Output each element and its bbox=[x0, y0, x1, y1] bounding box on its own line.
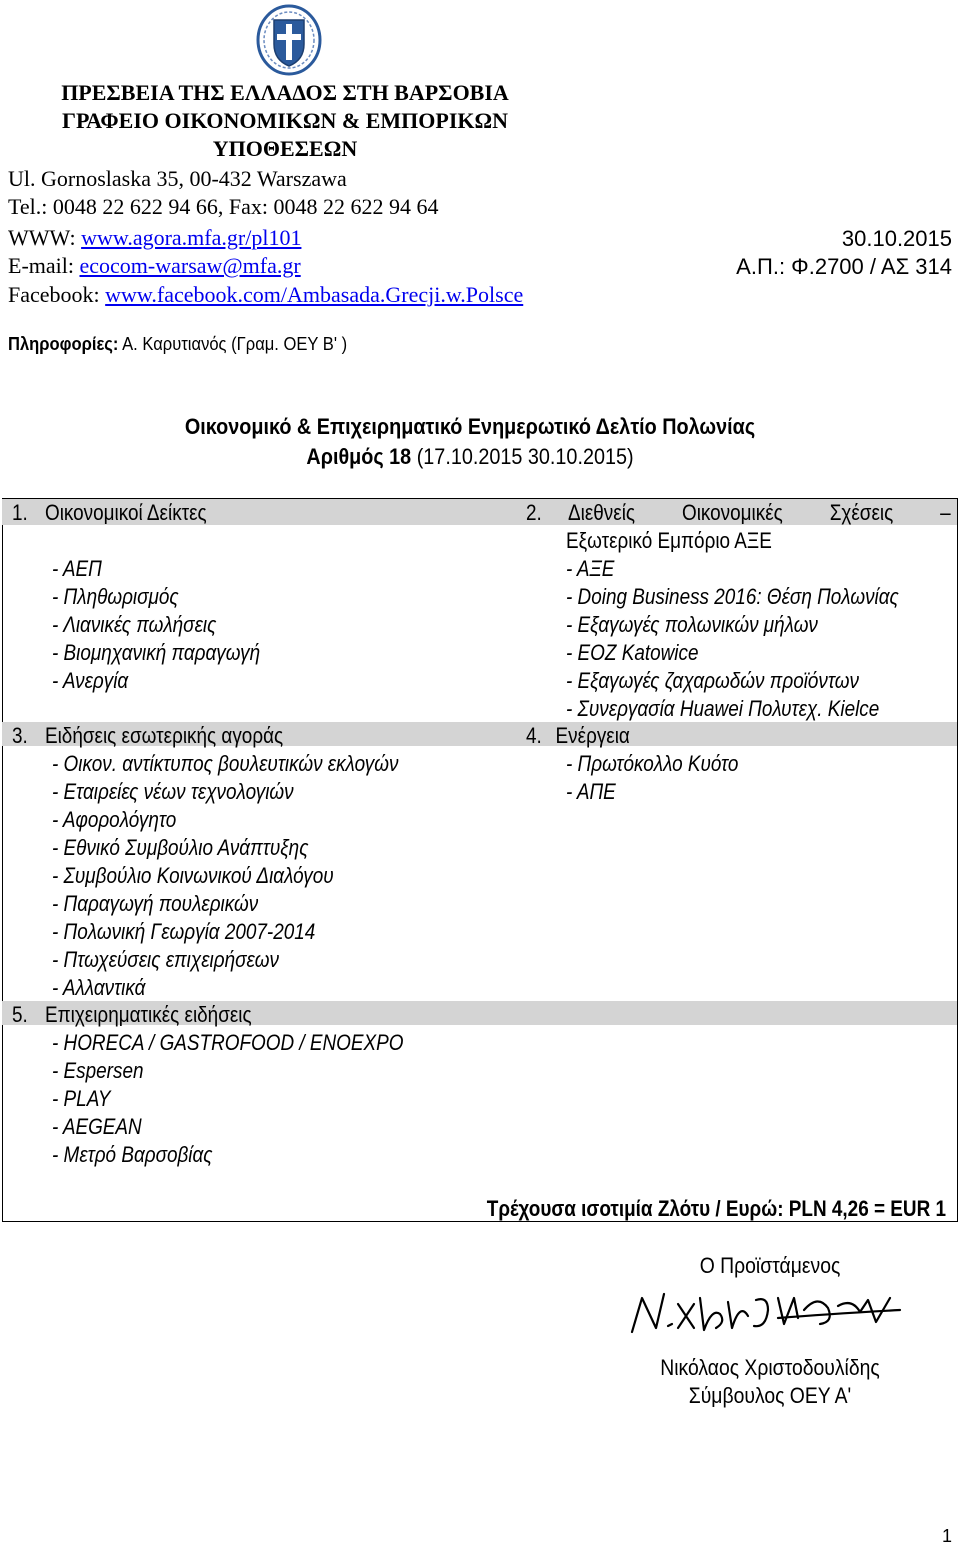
list-item: - ΑΠΕ bbox=[566, 779, 616, 804]
exchange-rate: Τρέχουσα ισοτιμία Ζλότυ / Ευρώ: PLN 4,26 = EUR 1 bbox=[486, 1196, 946, 1221]
section-3-heading bbox=[12, 723, 283, 749]
list-item: - Espersen bbox=[52, 1058, 144, 1083]
section-4-number: 4. bbox=[526, 723, 542, 748]
list-item: - ΕΟΖ Katowice bbox=[566, 640, 699, 665]
phone-fax: Tel.: 0048 22 622 94 66, Fax: 0048 22 622 94 64 bbox=[8, 194, 439, 219]
section-1-heading bbox=[12, 500, 207, 526]
info-value: Α. Καρυτιανός (Γραμ. ΟΕΥ Β' ) bbox=[118, 334, 348, 354]
info-line bbox=[8, 334, 347, 355]
section-3-list bbox=[52, 751, 455, 1003]
embassy-name-line1: ΠΡΕΣΒΕΙΑ ΤΗΣ ΕΛΛΑΔΟΣ ΣΤΗ ΒΑΡΣΟΒΙΑ bbox=[61, 80, 509, 105]
list-item: - Πολωνική Γεωργία 2007-2014 bbox=[52, 919, 316, 944]
list-item: - Πρωτόκολλο Κυότο bbox=[566, 751, 739, 776]
coat-of-arms-emblem bbox=[256, 4, 322, 76]
website-label: WWW: bbox=[8, 225, 82, 250]
website-row bbox=[8, 225, 301, 251]
section-1-list bbox=[52, 556, 294, 696]
list-item: - Αλλαντικά bbox=[52, 975, 146, 1000]
section-2-title-line1: Διεθνείς Οικονομικές Σχέσεις – bbox=[568, 500, 951, 525]
section-3-number: 3. bbox=[12, 723, 28, 748]
list-item: - Συμβούλιο Κοινωνικού Διαλόγου bbox=[52, 863, 334, 888]
list-item: - Αφορολόγητο bbox=[52, 807, 177, 832]
document-date: 30.10.2015 bbox=[841, 226, 952, 251]
embassy-name-line2: ΓΡΑΦΕΙΟ ΟΙΚΟΝΟΜΙΚΩΝ & ΕΜΠΟΡΙΚΩΝ bbox=[61, 108, 509, 133]
list-item: - PLAY bbox=[52, 1086, 111, 1111]
section-3-title: Ειδήσεις εσωτερικής αγοράς bbox=[44, 723, 284, 748]
email-link[interactable]: ecocom-warsaw@mfa.gr bbox=[79, 253, 301, 278]
address: Ul. Gornoslaska 35, 00-432 Warszawa bbox=[8, 166, 347, 191]
section-5-number: 5. bbox=[12, 1002, 28, 1027]
page-number: 1 bbox=[941, 1526, 952, 1546]
section-2-list bbox=[566, 556, 953, 724]
list-item: - Λιανικές πωλήσεις bbox=[52, 612, 217, 637]
bulletin-number bbox=[47, 444, 893, 470]
list-item: - Παραγωγή πουλερικών bbox=[52, 891, 259, 916]
section-2-title-line2: Εξωτερικό Εμπόριο ΑΞΕ bbox=[566, 528, 772, 553]
facebook-link[interactable]: www.facebook.com/Ambasada.Grecji.w.Polsce bbox=[105, 282, 524, 307]
list-item: - Οικον. αντίκτυπος βουλευτικών εκλογών bbox=[52, 751, 399, 776]
list-item: - Ανεργία bbox=[52, 668, 129, 693]
section-1-title: Οικονομικοί Δείκτες bbox=[44, 500, 207, 525]
section-4-title: Ενέργεια bbox=[555, 723, 630, 748]
facebook-label: Facebook: bbox=[8, 282, 106, 307]
list-item: - Συνεργασία Huawei Πολυτεχ. Kielce bbox=[566, 696, 880, 721]
info-label: Πληροφορίες: bbox=[8, 334, 119, 354]
signature-role: Ο Προϊστάμενος bbox=[699, 1253, 841, 1278]
section-1-number: 1. bbox=[12, 500, 28, 525]
list-item: - Εξαγωγές πολωνικών μήλων bbox=[566, 612, 818, 637]
handwritten-signature bbox=[628, 1288, 908, 1340]
list-item: - Πτωχεύσεις επιχειρήσεων bbox=[52, 947, 279, 972]
bulletin-number-label: Αριθμός 18 bbox=[306, 444, 412, 469]
list-item: - Εξαγωγές ζαχαρωδών προϊόντων bbox=[566, 668, 859, 693]
list-item: - ΑΕΠ bbox=[52, 556, 102, 581]
signatory-name: Νικόλαος Χριστοδουλίδης bbox=[660, 1355, 880, 1380]
list-item: - Εθνικό Συμβούλιο Ανάπτυξης bbox=[52, 835, 309, 860]
list-item: - ΑΞΕ bbox=[566, 556, 615, 581]
signatory-title: Σύμβουλος ΟΕΥ Α' bbox=[688, 1383, 852, 1408]
facebook-row bbox=[8, 282, 523, 308]
email-row bbox=[8, 253, 301, 279]
list-item: - Βιομηχανική παραγωγή bbox=[52, 640, 261, 665]
bulletin-number-period: (17.10.2015 30.10.2015) bbox=[411, 444, 634, 469]
section-5-title: Επιχειρηματικές ειδήσεις bbox=[44, 1002, 252, 1027]
section-4-heading bbox=[526, 723, 630, 749]
website-link[interactable]: www.agora.mfa.gr/pl101 bbox=[81, 225, 302, 250]
section-4-list bbox=[566, 751, 766, 807]
list-item: - Πληθωρισμός bbox=[52, 584, 179, 609]
list-item: - AEGEAN bbox=[52, 1114, 142, 1139]
section-5-list bbox=[52, 1030, 461, 1170]
list-item: - Εταιρείες νέων τεχνολογιών bbox=[52, 779, 294, 804]
list-item: - HORECA / GASTROFOOD / ENOEXPO bbox=[52, 1030, 404, 1055]
bulletin-title: Οικονομικό & Επιχειρηματικό Ενημερωτικό Δελτίο Πολωνίας bbox=[184, 414, 756, 439]
embassy-name-line3: ΥΠΟΘΕΣΕΩΝ bbox=[212, 136, 358, 161]
list-item: - Μετρό Βαρσοβίας bbox=[52, 1142, 213, 1167]
email-label: E-mail: bbox=[8, 253, 80, 278]
list-item: - Doing Business 2016: Θέση Πολωνίας bbox=[566, 584, 899, 609]
protocol-number: Α.Π.: Φ.2700 / ΑΣ 314 bbox=[736, 254, 952, 279]
section-2-number: 2. bbox=[526, 500, 542, 525]
section-5-heading bbox=[12, 1002, 252, 1028]
